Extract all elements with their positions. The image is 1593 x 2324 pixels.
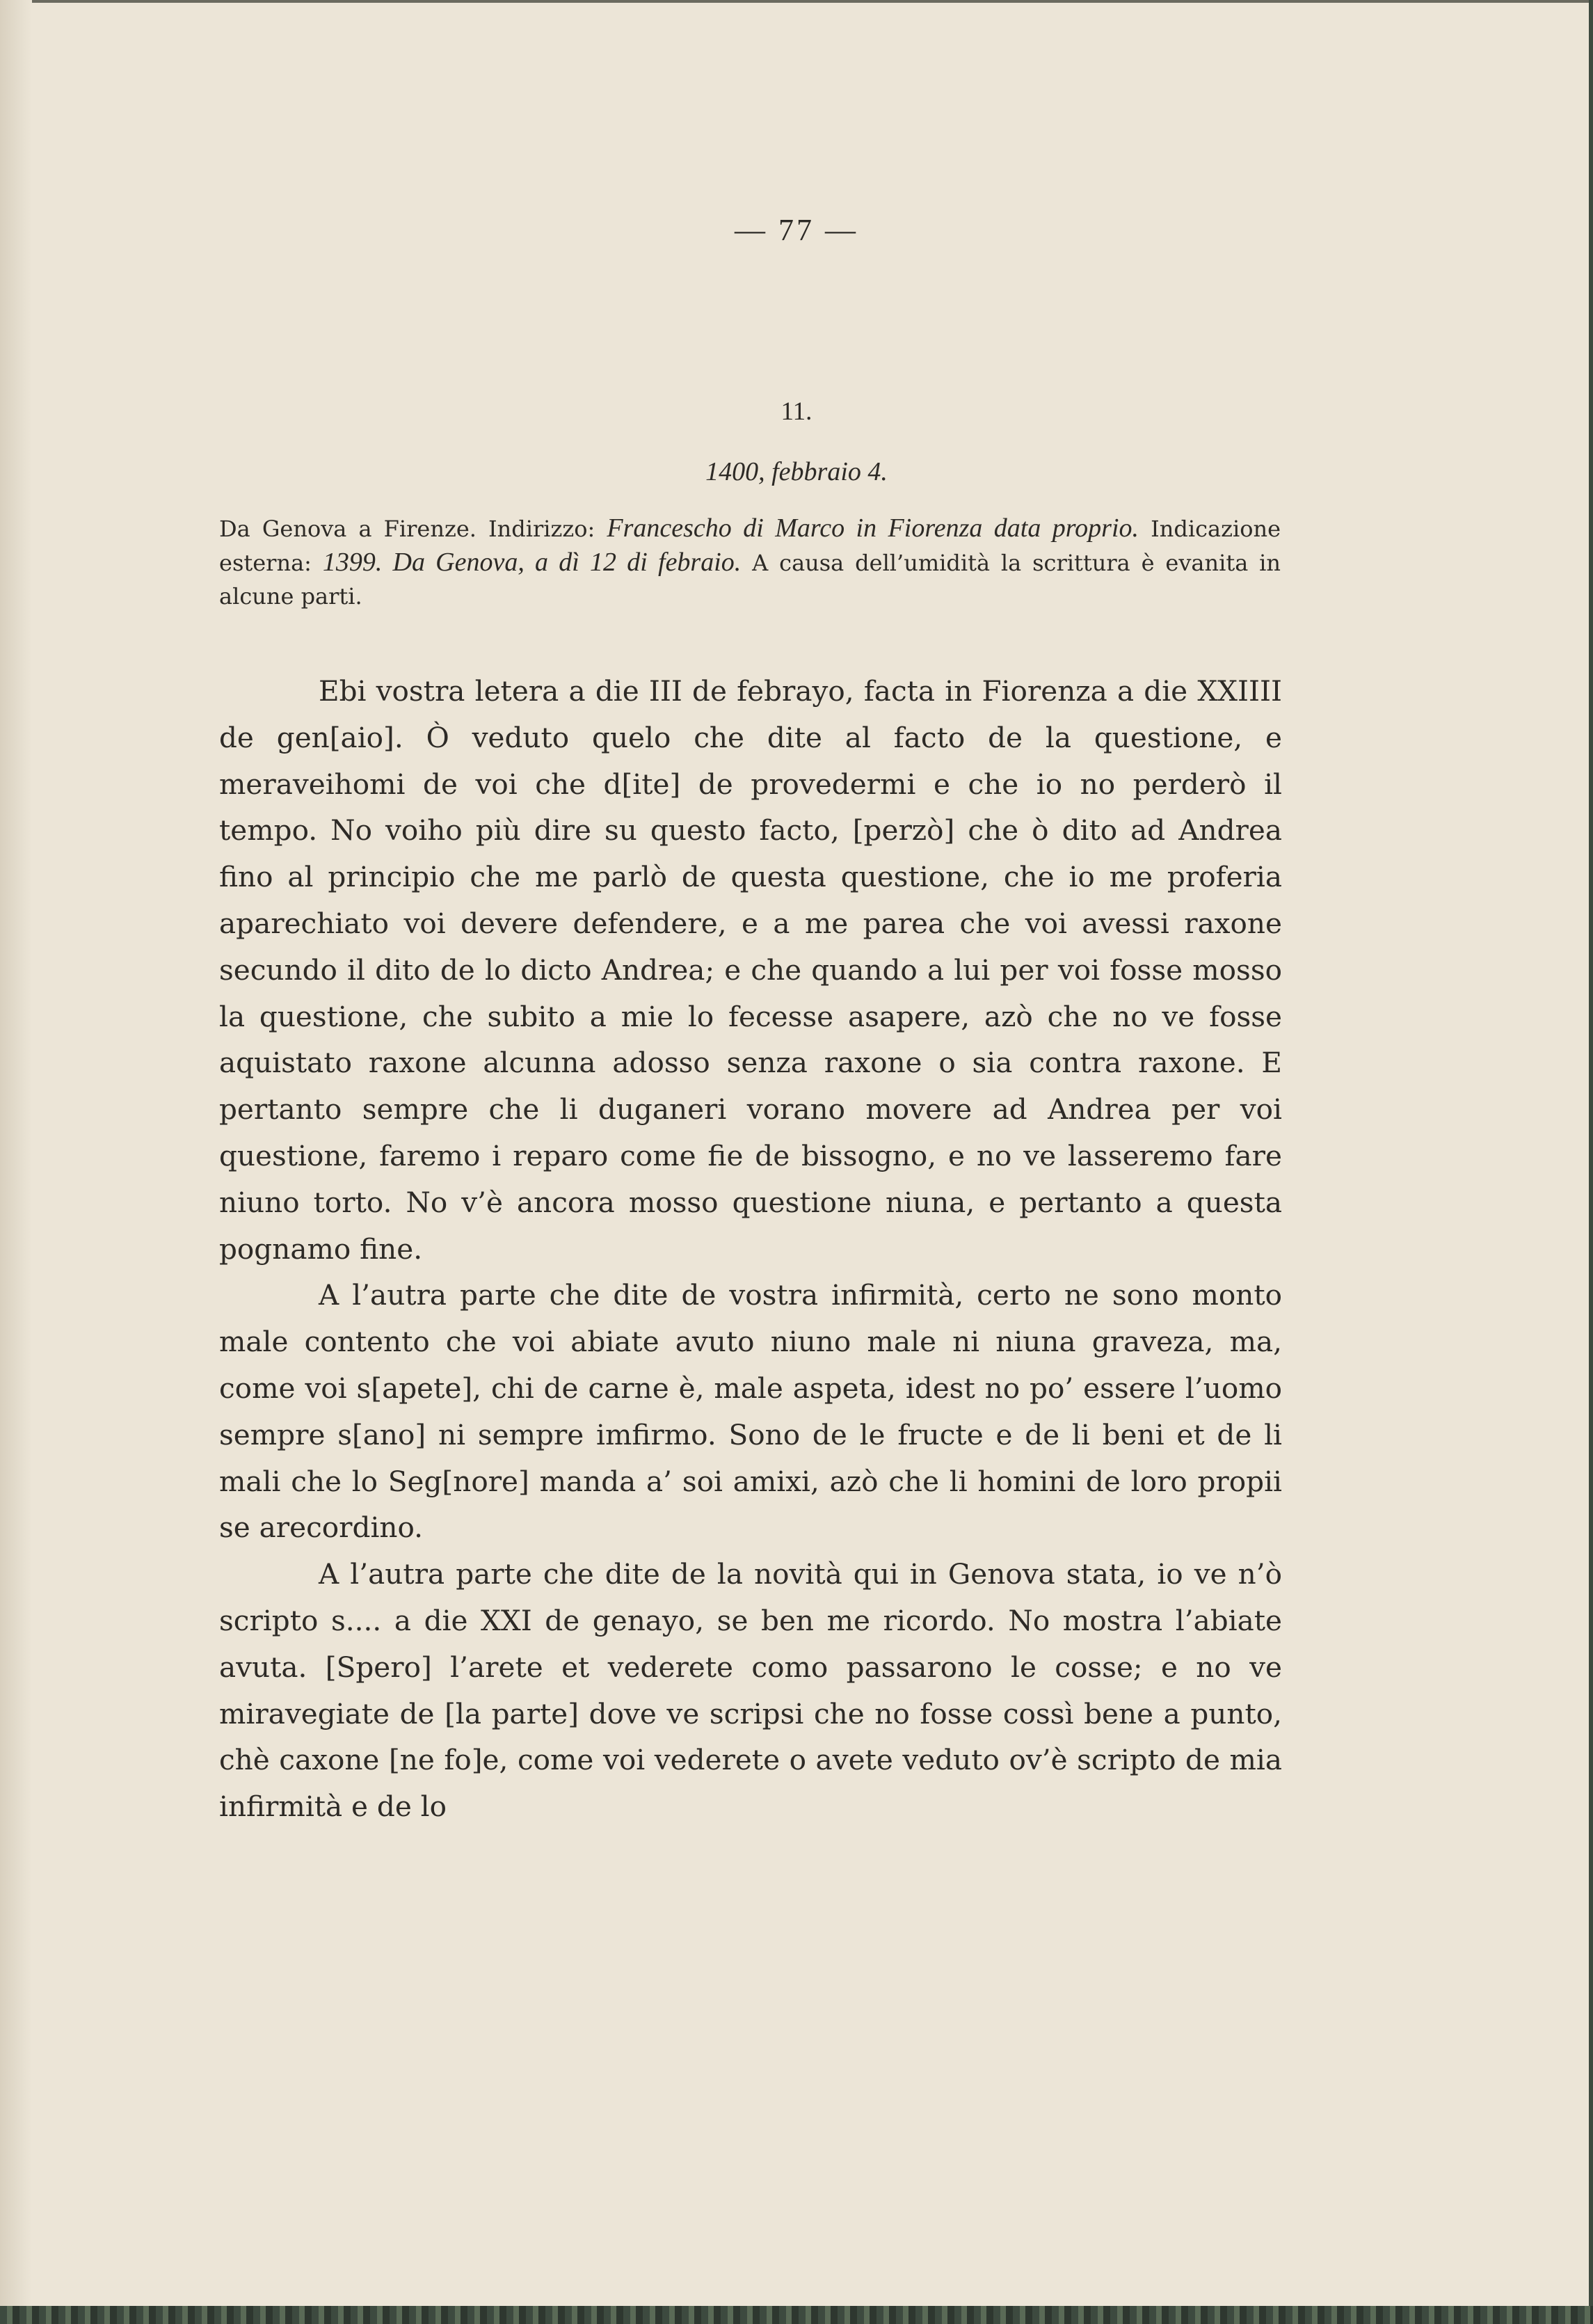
document-header-note: [219, 511, 1281, 613]
header-address: Francescho di Marco in Fiorenza data proprio.: [607, 514, 1139, 543]
header-route: Da Genova a Firenze. Indirizzo:: [219, 516, 607, 542]
page-top-edge: [0, 0, 1593, 3]
header-external-label: Indicazione esterna:: [219, 516, 1281, 576]
header-note: A causa dell’umidità la scrittura è evanita in alcune parti.: [219, 550, 1281, 610]
paragraph: Ebi vostra letera a die III de febrayo, facta in Fiorenza a die XXIIII de gen[aio]. Ò veduto quelo che dite al facto de la questione, e meraveihomi de voi che d[ite] de provedermi e che io no perderò il tempo. No voiho più dire su questo facto, [perzò] che ò dito ad Andrea fino al principio che me parlò de questa questione, che io me proferia aparechiato voi devere defendere, e a me parea che voi avessi raxone secundo il dito de lo dicto Andrea; e che quando a lui per voi fosse mosso la questione, che subito a mie lo fecesse asapere, azò che no ve fosse aquistato raxone alcunna adosso senza raxone o sia contra raxone. E pertanto sempre che li duganeri vorano movere ad Andrea per voi questione, faremo i reparo come fie de bissogno, e no ve lasseremo fare niuno torto. No v’è ancora mosso questione niuna, e pertanto a questa pognamo fine.: [219, 674, 1282, 1266]
page-right-edge: [1589, 0, 1593, 2324]
page-bottom-edge: [0, 2306, 1593, 2324]
binding-gutter: [0, 0, 32, 2324]
page-number: — 77 —: [735, 213, 858, 247]
header-external: 1399. Da Genova, a dì 12 di febraio.: [322, 548, 742, 577]
document-number: 11.: [781, 397, 812, 426]
letter-body: [219, 668, 1282, 1830]
document-date: 1400, febbraio 4.: [705, 457, 888, 486]
paragraph: A l’autra parte che dite de vostra infirmità, certo ne sono monto male contento che voi abiate avuto niuno male ni niuna graveza, ma, come voi s[apete], chi de carne è, male aspeta, idest no po’ essere l’uomo sempre s[ano] ni sempre imfirmo. Sono de le fructe e de li beni et de li mali che lo Seg[nore] manda a’ soi amixi, azò che li homini de loro propii se arecordino.: [219, 1278, 1282, 1545]
paragraph: A l’autra parte che dite de la novità qui in Genova stata, io ve n’ò scripto s.... a die XXI de genayo, se ben me ricordo. No mostra l’abiate avuta. [Spero] l’arete et vederete como passarono le cosse; e no ve miravegiate de [la parte] dove ve scripsi che no fosse cossì bene a punto, chè caxone [ne fo]e, come voi vederete o avete veduto ov’è scripto de mia infirmità e de lo: [219, 1557, 1282, 1824]
